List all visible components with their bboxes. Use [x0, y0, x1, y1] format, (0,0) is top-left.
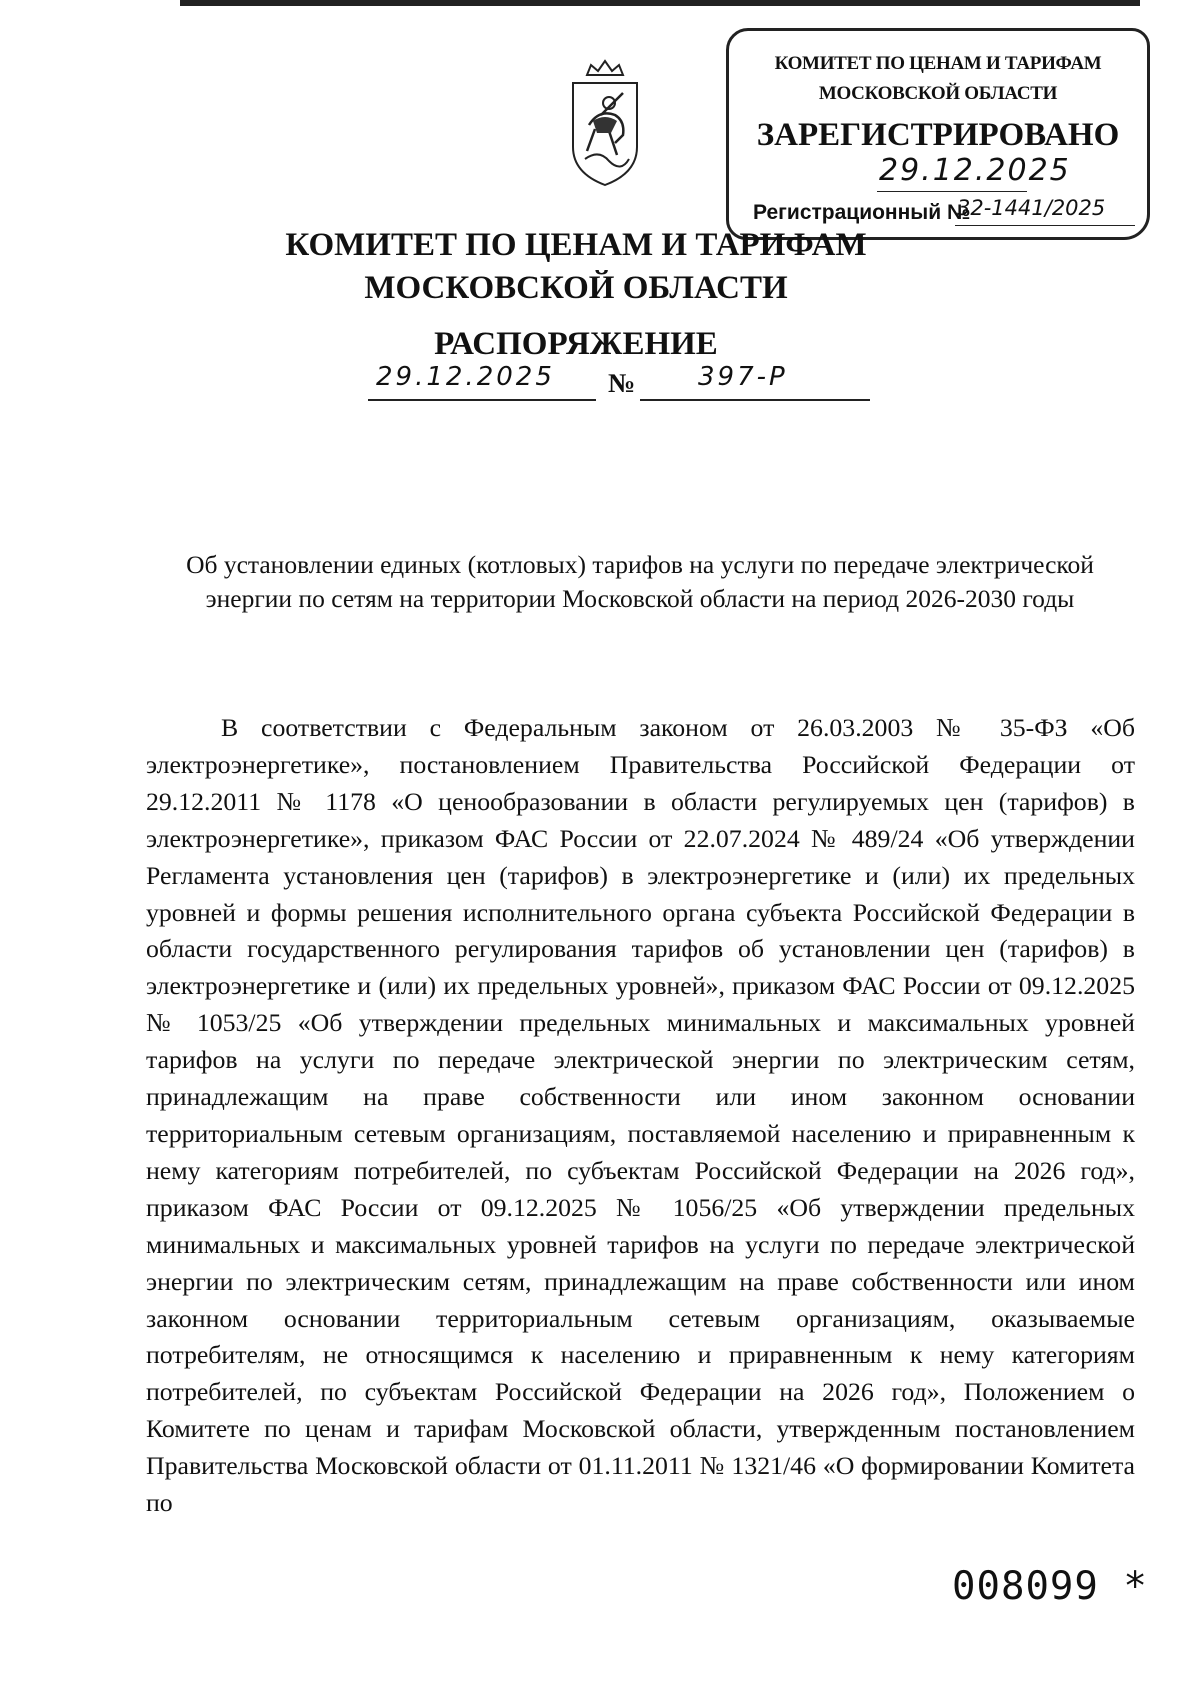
document-type: РАСПОРЯЖЕНИЕ	[434, 326, 718, 362]
body-paragraph: В соответствии с Федеральным законом от 26.03.2003 № 35-ФЗ «Об электроэнергетике», постановлением Правительства Российской Федерации от 29.12.2011 № 1178 «О ценообразовании в области регулируемых цен (тарифов) в электроэнергетике», приказом ФАС России от 22.07.2024 № 489/24 «Об утверждении Регламента установления цен (тарифов) в электроэнергетике и (или) их предельных уровней и формы решения исполнительного органа субъекта Российской Федерации в области государственного регулирования тарифов об установлении цен (тарифов) в электроэнергетике и (или) их предельных уровней», приказом ФАС России от 09.12.2025 № 1053/25 «Об утверждении предельных минимальных и максимальных уровней тарифов на услуги по передаче электрической энергии по электрическим сетям, принадлежащим на праве собственности или ином законном основании территориальным сетевым организациям, поставляемой населению и приравненным к нему категориям потребителей, по субъектам Российской Федерации на 2026 год», приказом ФАС России от 09.12.2025 № 1056/25 «Об утверждении предельных минимальных и максимальных уровней тарифов на услуги по передаче электрической энергии по электрическим сетям, принадлежащим на праве собственности или ином законном основании территориальным сетевым организациям, оказываемые потребителям, не относящимся к населению и приравненным к нему категориям потребителей, по субъектам Российской Федерации на 2026 год», Положением о Комитете по ценам и тарифам Московской области, утвержденным постановлением Правительства Московской области от 01.11.2011 № 1321/46 «О формировании Комитета по	[146, 713, 1135, 1518]
order-number-sign: №	[608, 368, 636, 398]
stamp-org-line-1: КОМИТЕТ ПО ЦЕНАМ И ТАРИФАМ	[774, 53, 1102, 74]
org-title-line-1: КОМИТЕТ ПО ЦЕНАМ И ТАРИФАМ	[285, 227, 867, 263]
order-number: 397-Р	[698, 362, 788, 392]
registration-stamp	[726, 28, 1150, 240]
order-date-number-line	[368, 362, 870, 406]
moscow-region-coat-of-arms-icon	[565, 55, 645, 190]
stamp-registration-number: 32-1441/2025	[957, 196, 1106, 220]
order-date-underline	[368, 399, 596, 401]
order-number-underline	[640, 399, 870, 401]
stamp-number-underline	[955, 225, 1135, 226]
stamp-org-line-2: МОСКОВСКОЙ ОБЛАСТИ	[818, 83, 1058, 104]
scan-top-edge	[180, 0, 1140, 6]
stamp-registered-label: ЗАРЕГИСТРИРОВАНО	[756, 117, 1120, 153]
stamp-registration-date: 29.12.2025	[879, 153, 1071, 188]
document-subject: Об установлении единых (котловых) тарифов на услуги по передаче электрической энергии по сетям на территории Московской области на период 2026-2030 годы	[186, 550, 1094, 613]
stamp-registration-number-label: Регистрационный №	[753, 201, 971, 224]
document-serial-number: 008099 *	[952, 1564, 1148, 1609]
org-title-line-2: МОСКОВСКОЙ ОБЛАСТИ	[364, 270, 788, 306]
stamp-date-underline	[877, 191, 1027, 192]
order-date: 29.12.2025	[376, 362, 555, 392]
